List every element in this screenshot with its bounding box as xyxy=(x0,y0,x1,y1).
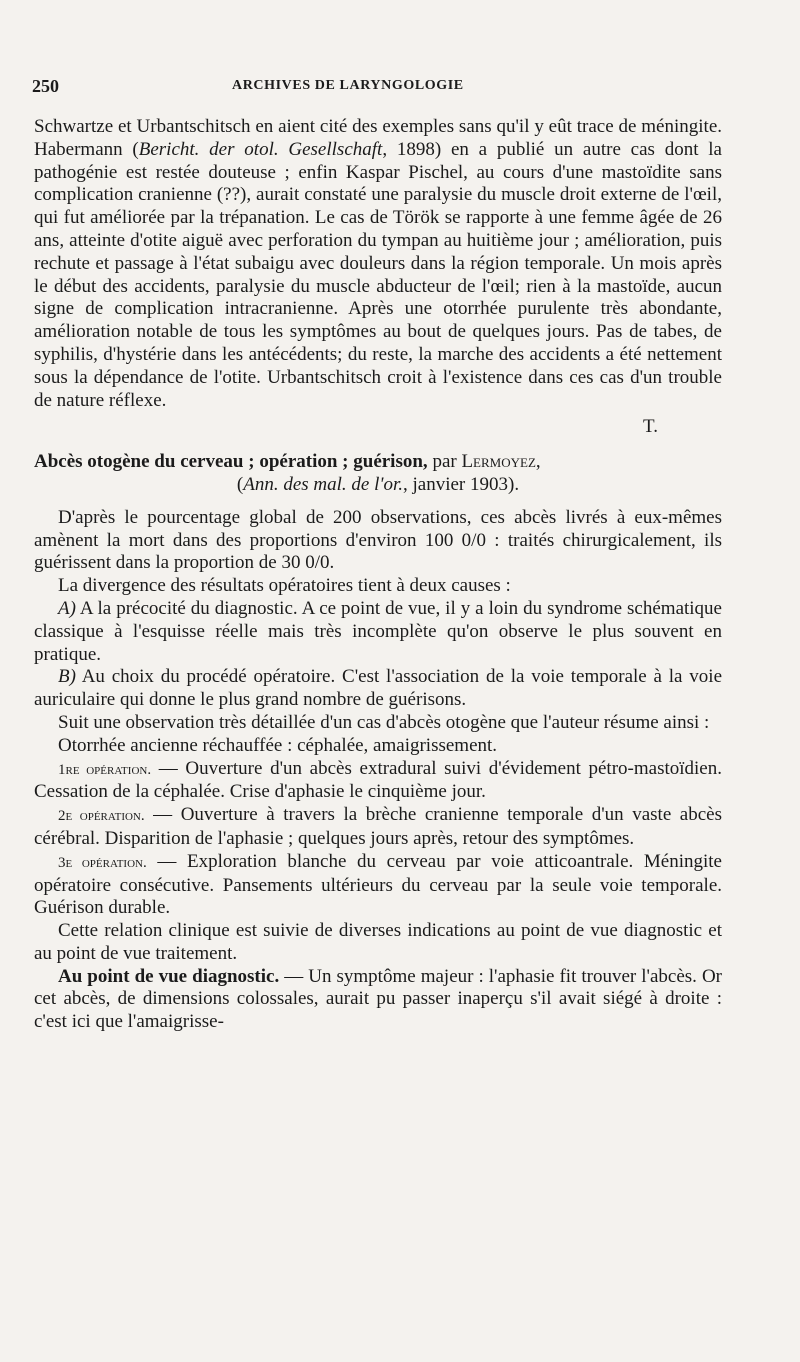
paragraph-diagnostic xyxy=(34,966,722,1034)
page-number: 250 xyxy=(32,76,59,96)
citation-open: ( xyxy=(236,473,244,495)
operation-1-label: 1re opération. xyxy=(58,761,152,778)
review-signature: T. xyxy=(643,416,658,438)
diagnostic-text: — Un symptôme majeur : l'aphasie fit trouver l'abcès. Or cet abcès, de dimensions colossales, aurait pu passer inaperçu s'il avait siégé à droite : c'est ici que l'amaigrisse- xyxy=(34,965,722,1033)
paragraph-divergence: La divergence des résultats opératoires tient à deux causes : xyxy=(58,575,511,597)
paragraph-clinical-relation: Cette relation clinique est suivie de diverses indications au point de vue diagnostic et au point de vue traitement. xyxy=(34,920,722,964)
article-heading xyxy=(34,451,722,474)
paragraph-operation-3 xyxy=(34,851,722,920)
cause-a-text: A la précocité du diagnostic. A ce point de vue, il y a loin du syndrome schématique classique à l'esquisse réelle mais très incomplète qu'on observe le plus souvent en pratique. xyxy=(34,597,722,665)
paragraph-observation: Suit une observation très détaillée d'un cas d'abcès otogène que l'auteur résume ainsi : xyxy=(58,711,710,733)
diagnostic-label: Au point de vue diagnostic. xyxy=(58,965,280,987)
intro-paragraph xyxy=(34,116,722,412)
article-title: Abcès otogène du cerveau ; opération ; guérison, xyxy=(34,451,428,473)
operation-1-text: — Ouverture d'un abcès extradural suivi d'évidement pétro-mastoïdien. Cessation de la céphalée. Crise d'aphasie le cinquième jour. xyxy=(34,757,722,803)
intro-text-a: Schwartze et Urbantschitsch en aient cité des exemples sans qu'il y eût trace de méningite. Habermann ( xyxy=(34,116,722,160)
cause-a-label: A) xyxy=(58,597,76,619)
cause-b-label: B) xyxy=(58,666,76,688)
intro-reference: Bericht. der otol. Gesellschaft xyxy=(138,138,383,160)
cause-b-text: Au choix du procédé opératoire. C'est l'association de la voie temporale à la voie auriculaire qui donne le plus grand nombre de guérisons. xyxy=(34,666,722,711)
paragraph-history: Otorrhée ancienne réchauffée : céphalée, amaigrissement. xyxy=(58,734,498,756)
operation-2-text: — Ouverture à travers la brèche cranienne temporale d'un vaste abcès cérébral. Disparition de l'aphasie ; quelques jours après, retour des symptômes. xyxy=(34,804,722,849)
page-body xyxy=(34,116,722,1034)
operation-3-label: 3e opération. xyxy=(58,854,147,871)
running-header xyxy=(32,76,732,100)
journal-title: ARCHIVES DE LARYNGOLOGIE xyxy=(232,78,464,93)
paragraph-cause-a xyxy=(34,598,722,666)
article-author: Lermoyez, xyxy=(461,451,541,473)
intro-text-b: , 1898) en a publié un autre cas dont la pathogénie est restée douteuse ; enfin Kaspar Pischel, au cours d'une mastoïdite sans complication cranienne (??), aurait constaté une paralysie du muscle droit externe de l'œil, qui fut améliorée par la trépanation. Le cas de Török se rapporte à une femme âgée de 26 ans, atteinte d'otite aiguë avec perforation du tympan au huitième jour ; amélioration, puis rechute et passage à l'état subaigu avec douleurs dans la région temporale. Un mois après le début des accidents, paralysie du muscle abducteur de l'œil; rien à la mastoïde, aucun signe de complication intracranienne. Après une otorrhée purulente très abondante, amélioration notable de tous les symptômes au bout de quelques jours. Pas de tabes, de syphilis, d'hystérie dans les antécédents; du reste, la marche des accidents a été nettement sous la dépendance de l'otite. Urbantschitsch croit à l'existence dans ces cas d'un trouble de nature réflexe. xyxy=(34,138,722,411)
citation-close: , janvier 1903). xyxy=(403,473,520,495)
citation-journal: Ann. des mal. de l'or. xyxy=(243,473,403,495)
paragraph-statistics: D'après le pourcentage global de 200 observations, ces abcès livrés à eux-mêmes amènent la mort dans des proportions d'environ 100 0/0 : traités chirurgicalement, ils guérissent dans la proportion de 30 0/0. xyxy=(34,506,722,574)
operation-3-text: — Exploration blanche du cerveau par voie atticoantrale. Méningite opératoire consécutive. Pansements ultérieurs du cerveau par la seule voie temporale. Guérison durable. xyxy=(34,850,722,919)
article-by: par xyxy=(427,451,462,473)
paragraph-operation-2 xyxy=(34,804,722,851)
operation-2-label: 2e opération. xyxy=(58,808,145,825)
article-citation xyxy=(34,474,722,497)
paragraph-operation-1 xyxy=(34,758,722,805)
paragraph-cause-b xyxy=(34,666,722,712)
